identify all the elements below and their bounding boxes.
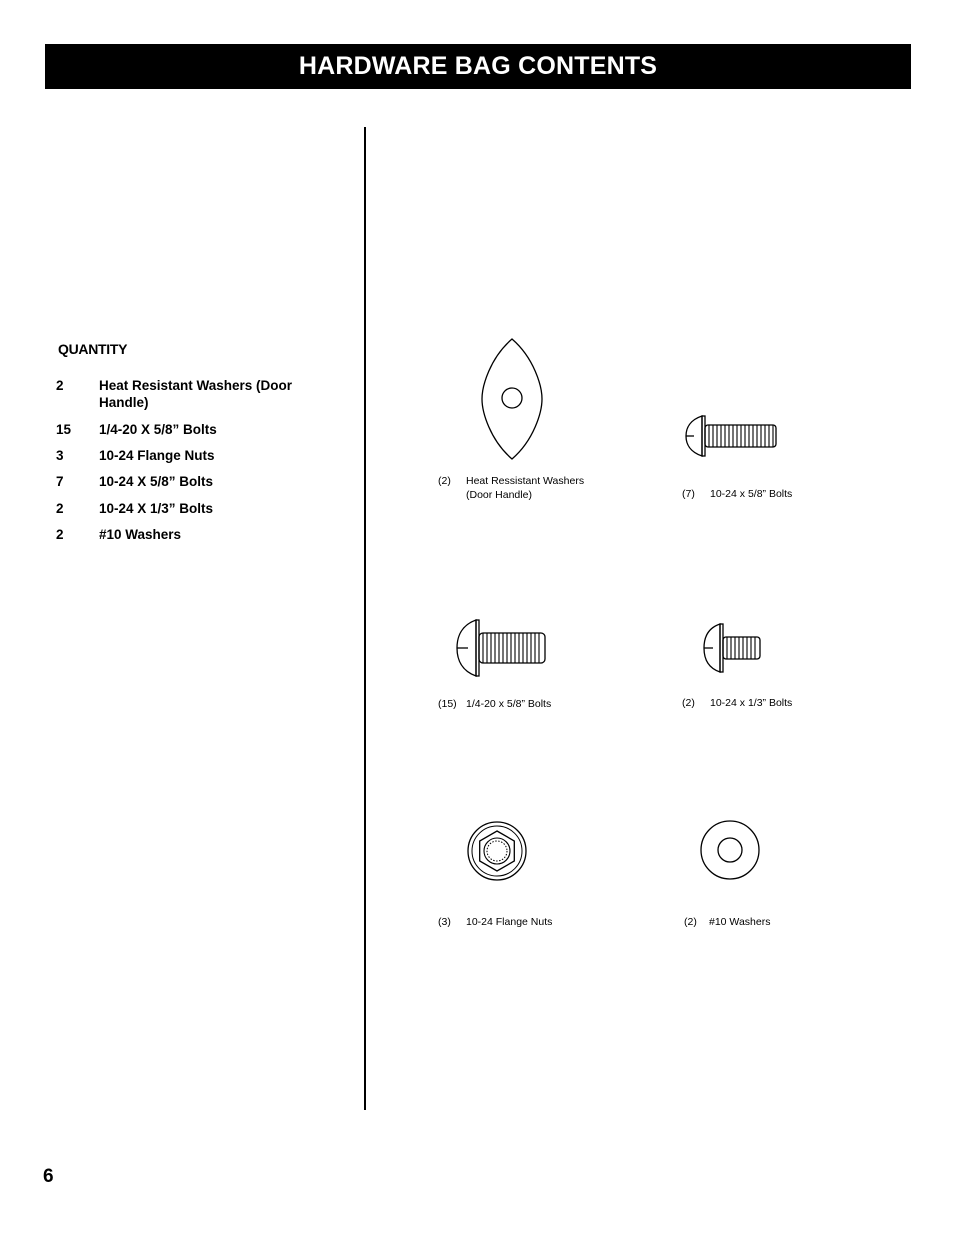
part-label: 10-24 Flange Nuts [466, 916, 553, 928]
part-quantity: (15) [438, 698, 457, 710]
item-description: Heat Resistant Washers (Door Handle) [99, 378, 293, 410]
item-description: 10-24 Flange Nuts [99, 448, 215, 463]
bolt-icon [684, 414, 780, 458]
item-quantity: 2 [56, 501, 64, 516]
item-description: 1/4-20 X 5/8” Bolts [99, 422, 217, 437]
part-caption [438, 915, 626, 929]
part-quantity: (7) [682, 488, 695, 500]
list-item [56, 421, 329, 438]
list-item [56, 500, 329, 517]
list-item [56, 447, 329, 464]
part-caption [684, 915, 869, 929]
part-label: Heat Ressistant Washers (Door Handle) [466, 475, 585, 501]
part-caption [438, 474, 596, 502]
washer-icon [699, 819, 761, 881]
list-item [56, 377, 329, 411]
item-description: #10 Washers [99, 527, 182, 542]
part-caption [682, 487, 870, 501]
part-quantity: (2) [682, 697, 695, 709]
quantity-heading: QUANTITY [58, 341, 128, 357]
flange-nut-icon [466, 820, 528, 882]
heat-resistant-washer-icon [476, 336, 548, 462]
part-label: 10-24 x 5/8” Bolts [710, 488, 793, 500]
item-description: 10-24 X 1/3” Bolts [99, 501, 214, 516]
part-quantity: (2) [684, 916, 697, 928]
list-item [56, 526, 329, 543]
page-title: HARDWARE BAG CONTENTS [298, 52, 658, 80]
part-caption [438, 697, 626, 711]
item-quantity: 7 [56, 474, 64, 489]
column-divider [364, 127, 366, 1110]
bolt-icon [454, 617, 550, 679]
part-label: 10-24 x 1/3” Bolts [710, 697, 793, 709]
item-quantity: 3 [56, 448, 64, 463]
bolt-icon [702, 622, 764, 674]
item-quantity: 15 [56, 422, 72, 437]
list-item [56, 473, 329, 490]
part-caption [682, 696, 870, 710]
item-description: 10-24 X 5/8” Bolts [99, 474, 214, 489]
part-quantity: (3) [438, 916, 451, 928]
part-label: 1/4-20 x 5/8” Bolts [466, 698, 552, 710]
item-quantity: 2 [56, 378, 64, 393]
page-number: 6 [43, 1166, 54, 1187]
part-label: #10 Washers [709, 916, 771, 928]
part-quantity: (2) [438, 475, 451, 487]
title-bar [45, 44, 911, 89]
item-quantity: 2 [56, 527, 64, 542]
